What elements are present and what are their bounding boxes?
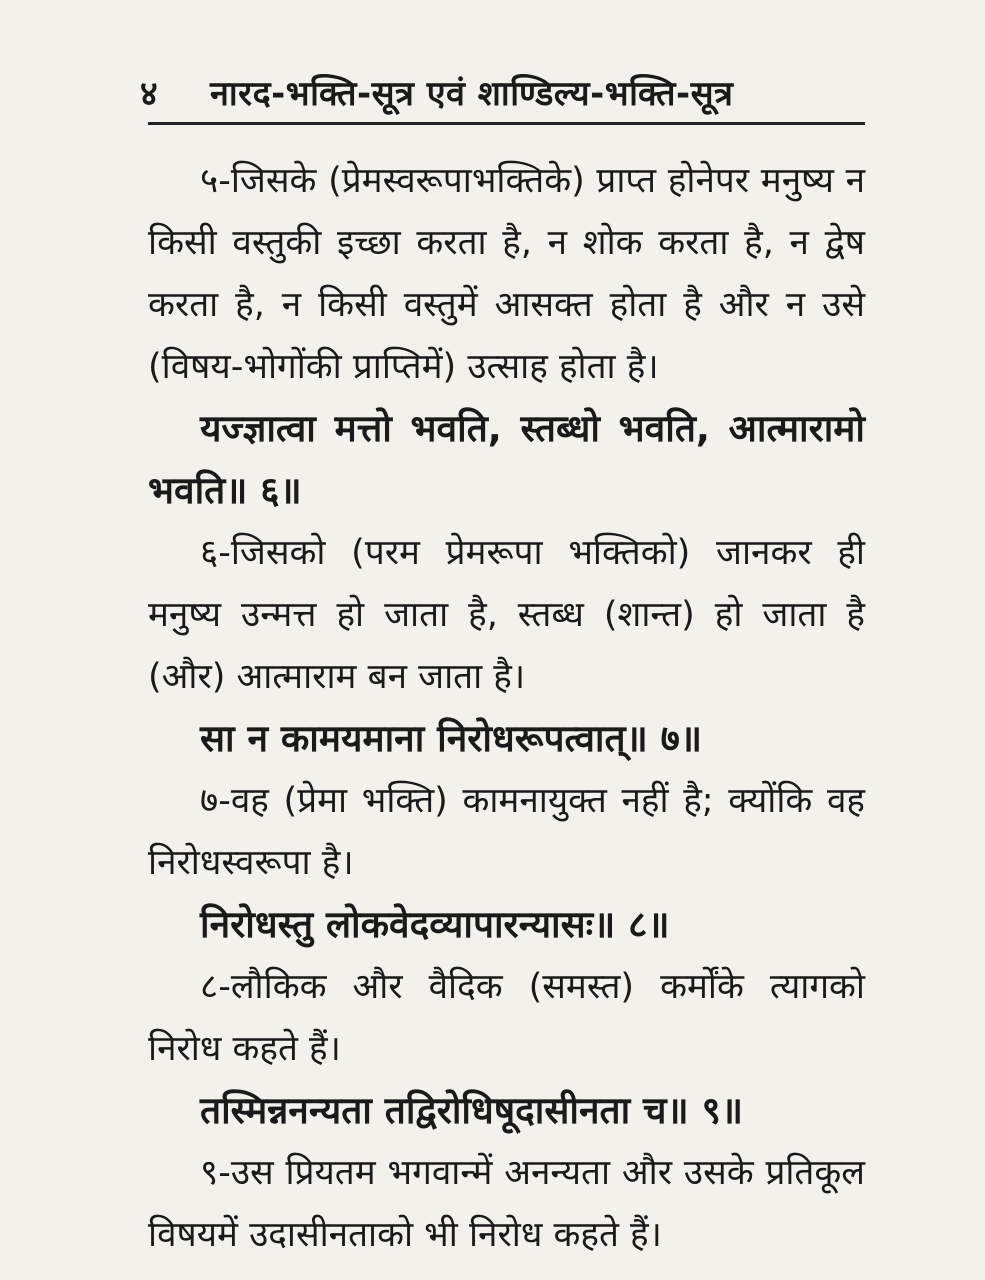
translation-8: ८-लौकिक और वैदिक (समस्त) कर्मोंके त्यागको निरोध कहते हैं। bbox=[148, 967, 865, 1069]
translation-9: ९-उस प्रियतम भगवान्में अनन्यता और उसके प्रतिकूल विषयमें उदासीनताको भी निरोध कहते हैं। bbox=[148, 1153, 865, 1255]
running-title: नारद-भक्ति-सूत्र एवं शाण्डिल्य-भक्ति-सूत्र bbox=[210, 74, 734, 114]
translation-5: ५-जिसके (प्रेमस्वरूपाभक्तिके) प्राप्त होनेपर मनुष्य न किसी वस्तुकी इच्छा करता है, न शोक करता है, न द्वेष करता है, न किसी वस्तुमें आसक्त होता है और न उसे (विषय-भोगोंकी प्राप्तिमें) उत्साह होता है। bbox=[148, 161, 865, 387]
running-header bbox=[140, 64, 865, 120]
translation-7: ७-वह (प्रेमा भक्ति) कामनायुक्त नहीं है; क्योंकि वह निरोधस्वरूपा है। bbox=[148, 781, 865, 883]
page-body bbox=[148, 150, 865, 1266]
sutra-8: निरोधस्तु लोकवेदव्यापारन्यासः॥ ८॥ bbox=[200, 903, 670, 946]
translation-6: ६-जिसको (परम प्रेमरूपा भक्तिको) जानकर ही मनुष्य उन्मत्त हो जाता है, स्तब्ध (शान्त) हो जाता है (और) आत्माराम बन जाता है। bbox=[148, 533, 865, 697]
header-rule bbox=[148, 122, 865, 125]
sutra-6: यज्ज्ञात्वा मत्तो भवति, स्तब्धो भवति, आत्मारामो भवति॥ ६॥ bbox=[148, 407, 865, 512]
sutra-9: तस्मिन्ननन्यता तद्विरोधिषूदासीनता च॥ ९॥ bbox=[200, 1089, 743, 1132]
sutra-7: सा न कामयमाना निरोधरूपत्वात्॥ ७॥ bbox=[200, 717, 703, 760]
page-number: ४ bbox=[140, 74, 159, 114]
